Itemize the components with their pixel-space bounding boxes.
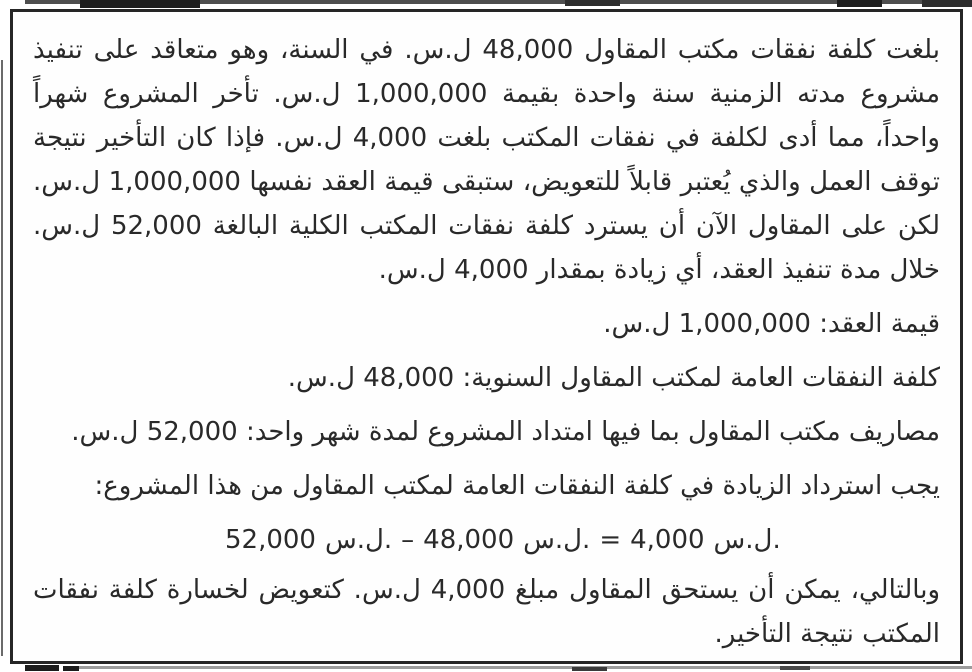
scan-artifact-top-segment	[837, 0, 882, 7]
scan-artifact-bottom-segment	[572, 667, 607, 671]
line-office-expenses-with-extension: مصاريف مكتب المقاول بما فيها امتداد المشروع لمدة شهر واحد: 52,000 ل.س.	[71, 417, 940, 447]
scan-artifact-top-band	[25, 0, 972, 4]
equation-token-minuend: 52,000	[225, 525, 316, 555]
scan-artifact-bottom-segment	[780, 666, 810, 670]
document-frame	[10, 9, 963, 664]
scan-artifact-bottom-segment	[63, 666, 79, 671]
equation-token-result: 4,000	[630, 525, 705, 555]
equation-token-currency: ل.س.	[324, 525, 393, 555]
paragraph-conclusion: وبالتالي، يمكن أن يستحق المقاول مبلغ 4,000 ل.س. كتعويض لخسارة كلفة نفقات المكتب نتيجة التأخير.	[33, 575, 940, 649]
line-annual-overhead-cost: كلفة النفقات العامة لمكتب المقاول السنوية: 48,000 ل.س.	[287, 363, 940, 393]
line-contract-value: قيمة العقد: 1,000,000 ل.س.	[603, 309, 940, 339]
scan-artifact-top-segment	[565, 0, 620, 6]
equation-token-currency: ل.س.	[713, 525, 781, 555]
scan-artifact-top-segment	[922, 0, 972, 7]
line-recovery-statement: يجب استرداد الزيادة في كلفة النفقات العامة لمكتب المقاول من هذا المشروع:	[94, 471, 940, 501]
scan-artifact-bottom-segment	[25, 665, 59, 671]
scan-artifact-bottom-line	[70, 666, 972, 669]
scan-artifact-top-segment	[80, 0, 200, 8]
scan-artifact-left-edge-line	[1, 60, 3, 656]
equation-token-currency: ل.س.	[523, 525, 591, 555]
equation-token-equals-sign: =	[599, 525, 622, 555]
equation-token-subtrahend: 48,000	[423, 525, 515, 555]
equation-line	[225, 518, 940, 562]
equation-token-minus-sign: –	[401, 525, 415, 555]
paragraph-intro: بلغت كلفة نفقات مكتب المقاول 48,000 ل.س. في السنة، وهو متعاقد على تنفيذ مشروع مدته الزمنية سنة واحدة بقيمة 1,000,000 ل.س. تأخر المشروع شهراً واحداً، مما أدى لكلفة في نفقات المكتب بلغت 4,000 ل.س. فإذا كان التأخير نتيجة توقف العمل والذي يُعتبر قابلاً للتعويض، ستبقى قيمة العقد نفسها 1,000,000 ل.س. لكن على المقاول الآن أن يسترد كلفة نفقات المكتب الكلية البالغة 52,000 ل.س. خلال مدة تنفيذ العقد، أي زيادة بمقدار 4,000 ل.س.	[33, 35, 940, 285]
